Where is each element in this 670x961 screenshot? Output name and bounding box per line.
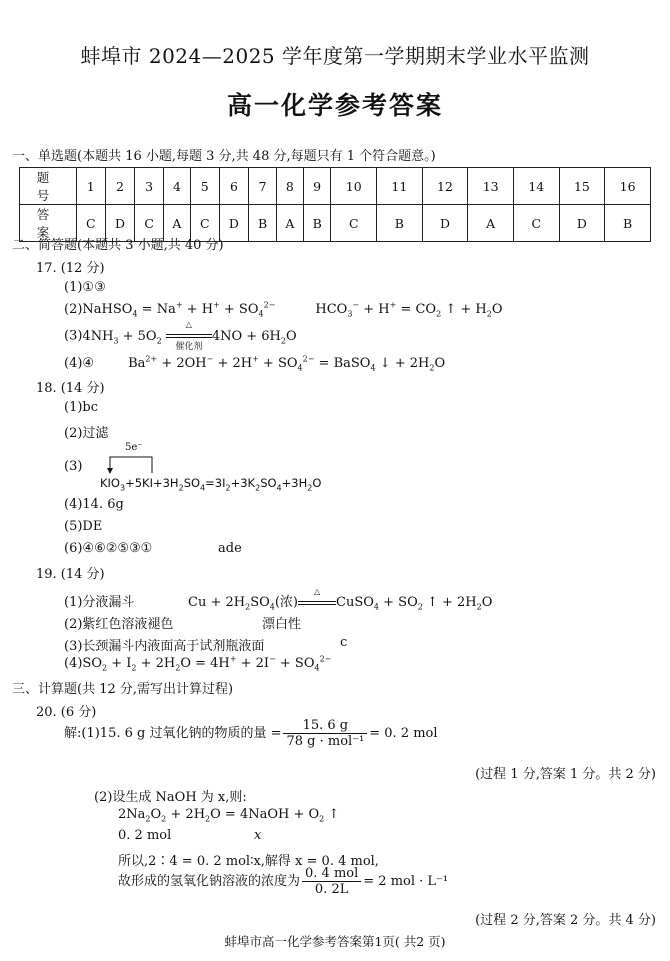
q17-equation-3-reactants: $4NH_3 + 5O_2$: [82, 328, 162, 346]
electron-transfer-bracket: [104, 455, 156, 475]
q18-answer-6-extra: ade: [218, 541, 242, 556]
question-number: 13: [468, 168, 514, 205]
answer-cell: C: [77, 205, 106, 242]
question-number: 6: [219, 168, 249, 205]
q17-answer-3-label: (3): [64, 328, 83, 344]
answer-cell: C: [190, 205, 219, 242]
number-row-label: 题 号: [20, 168, 77, 205]
q17-answer-1: (1)①③: [64, 280, 106, 295]
q18-equation-3: $KIO_3+5KI+3H_2SO_4=3I_2+3K_2SO_4+3H_2O$: [100, 476, 322, 493]
q19-answer-3: (3)长颈漏斗内液面高于试剂瓶液面: [64, 639, 265, 654]
fraction-numerator: 15. 6 g: [283, 718, 367, 734]
q17-answer-3: [64, 320, 297, 352]
electron-transfer-label: 5e⁻: [125, 442, 143, 453]
answer-row-label: 答 案: [20, 205, 77, 242]
answer-cell: D: [559, 205, 605, 242]
q20-part2-ratio: 所以,2∶4 = 0. 2 mol∶x,解得 x = 0. 4 mol,: [118, 854, 379, 869]
answer-cell: A: [276, 205, 303, 242]
q19-equation-1: $Cu + 2H_2SO_4$(浓) △ CuSO$_4$ + $SO_2$ ↑ + $2H_2O$: [188, 586, 493, 612]
question-number: 12: [422, 168, 468, 205]
question-number: 5: [190, 168, 219, 205]
q20-part2-score: (过程 2 分,答案 2 分。共 4 分): [475, 913, 656, 928]
q20-part2-unknown: x: [254, 828, 262, 843]
q19-answer-3-extra: c: [340, 635, 348, 650]
q20-part2-moles: 0. 2 mol: [118, 828, 172, 843]
q18-answer-1: (1)bc: [64, 400, 99, 415]
question-number: 1: [77, 168, 106, 205]
question-number: 11: [377, 168, 423, 205]
fraction-denominator: 0. 2L: [314, 882, 349, 897]
q18-heading: 18. (14 分): [36, 381, 105, 396]
q20-part1-text: 解:(1)15. 6 g 过氧化钠的物质的量 =: [64, 726, 282, 741]
answer-table: [19, 167, 651, 242]
answer-table-number-row: [20, 168, 651, 205]
section1-heading: 一、单选题(本题共 16 小题,每题 3 分,共 48 分,每题只有 1 个符合题意。): [12, 149, 436, 164]
q19-answer-2: (2)紫红色溶液褪色: [64, 617, 174, 632]
q19-equation-4: $SO_2 + I_2 + 2H_2O = 4H^+ + 2I^- + SO_4^{2-}$: [82, 654, 332, 673]
q17-answer-4: [64, 356, 445, 371]
q20-part1: [64, 718, 438, 749]
document-subtitle: 高一化学参考答案: [226, 91, 443, 120]
q18-answer-6: (6)④⑥②⑤③①: [64, 541, 153, 556]
question-number: 9: [303, 168, 331, 205]
answer-cell: D: [219, 205, 249, 242]
answer-cell: D: [422, 205, 468, 242]
q17-equation-3-products: $4NO + 6H_2O$: [211, 328, 297, 346]
question-number: 2: [105, 168, 135, 205]
q19-answer-2-extra: 漂白性: [262, 617, 302, 632]
fraction-numerator: 0. 4 mol: [302, 866, 361, 882]
q20-part1-fraction: [283, 718, 367, 749]
q20-part1-score: (过程 1 分,答案 1 分。共 2 分): [475, 767, 656, 782]
answer-cell: C: [331, 205, 377, 242]
q17-equation-2b: $HCO_3^- + H^+ = CO_2$ ↑ + $H_2O$: [315, 300, 503, 319]
heat-symbol: △: [313, 586, 321, 596]
answer-cell: C: [135, 205, 164, 242]
q20-part2-conc-text: 故形成的氢氧化钠溶液的浓度为: [118, 874, 301, 889]
q20-part2-concentration: [118, 866, 448, 897]
answer-cell: B: [303, 205, 331, 242]
page-footer: 蚌埠市高一化学参考答案第1页( 共2 页): [224, 934, 446, 949]
fraction-denominator: 78 g · mol⁻¹: [286, 734, 365, 749]
q17-answer-2: [64, 302, 502, 317]
question-number: 4: [163, 168, 190, 205]
answer-cell: A: [468, 205, 514, 242]
q20-heading: 20. (6 分): [36, 705, 97, 720]
answer-cell: A: [163, 205, 190, 242]
document-title: 蚌埠市 2024—2025 学年度第一学期期末学业水平监测: [80, 44, 590, 68]
heat-symbol: △: [185, 320, 192, 329]
q17-heading: 17. (12 分): [36, 261, 105, 276]
section2-heading: 二、简答题(本题共 3 小题,共 40 分): [12, 238, 224, 253]
q20-part2-equation: $2Na_2O_2 + 2H_2O$ = 4NaOH + $O_2$ ↑: [118, 807, 340, 824]
q18-answer-3-label: (3): [64, 459, 83, 474]
q18-answer-2: (2)过滤: [64, 426, 109, 441]
q19-answer-1: (1)分液漏斗: [64, 595, 135, 610]
answer-cell: C: [513, 205, 559, 242]
catalyst-label: 催化剂: [175, 342, 203, 352]
answer-cell: B: [605, 205, 651, 242]
question-number: 16: [605, 168, 651, 205]
question-number: 7: [249, 168, 277, 205]
q19-answer-4-label: (4): [64, 656, 83, 671]
answer-cell: B: [377, 205, 423, 242]
answer-cell: B: [249, 205, 277, 242]
q19-heading: 19. (14 分): [36, 567, 105, 582]
question-number: 8: [276, 168, 303, 205]
question-number: 15: [559, 168, 605, 205]
q17-equation-2a: NaHSO$_4$ = $Na^+ + H^+ + SO_4^{2-}$: [82, 300, 276, 319]
q20-part2-intro: (2)设生成 NaOH 为 x,则:: [94, 790, 247, 805]
reaction-condition: [166, 320, 212, 352]
section3-heading: 三、计算题(共 12 分,需写出计算过程): [12, 682, 234, 697]
q17-equation-4: $Ba^{2+} + 2OH^- + 2H^+ + SO_4^{2-}$ = BaSO$_4$ ↓ + $2H_2O$: [128, 354, 446, 373]
q20-part2-result: = 2 mol · L⁻¹: [363, 874, 449, 889]
q20-part1-result: = 0. 2 mol: [369, 726, 438, 741]
q20-part2-fraction: [302, 866, 361, 897]
answer-cell: D: [105, 205, 135, 242]
q19-answer-4: [64, 656, 331, 671]
question-number: 14: [513, 168, 559, 205]
reaction-condition: [298, 586, 336, 611]
question-number: 10: [331, 168, 377, 205]
q17-answer-2-label: (2): [64, 302, 83, 317]
question-number: 3: [135, 168, 164, 205]
q18-answer-5: (5)DE: [64, 519, 103, 534]
q17-answer-4-label: (4)④: [64, 356, 95, 371]
q18-answer-4: (4)14. 6g: [64, 497, 124, 512]
